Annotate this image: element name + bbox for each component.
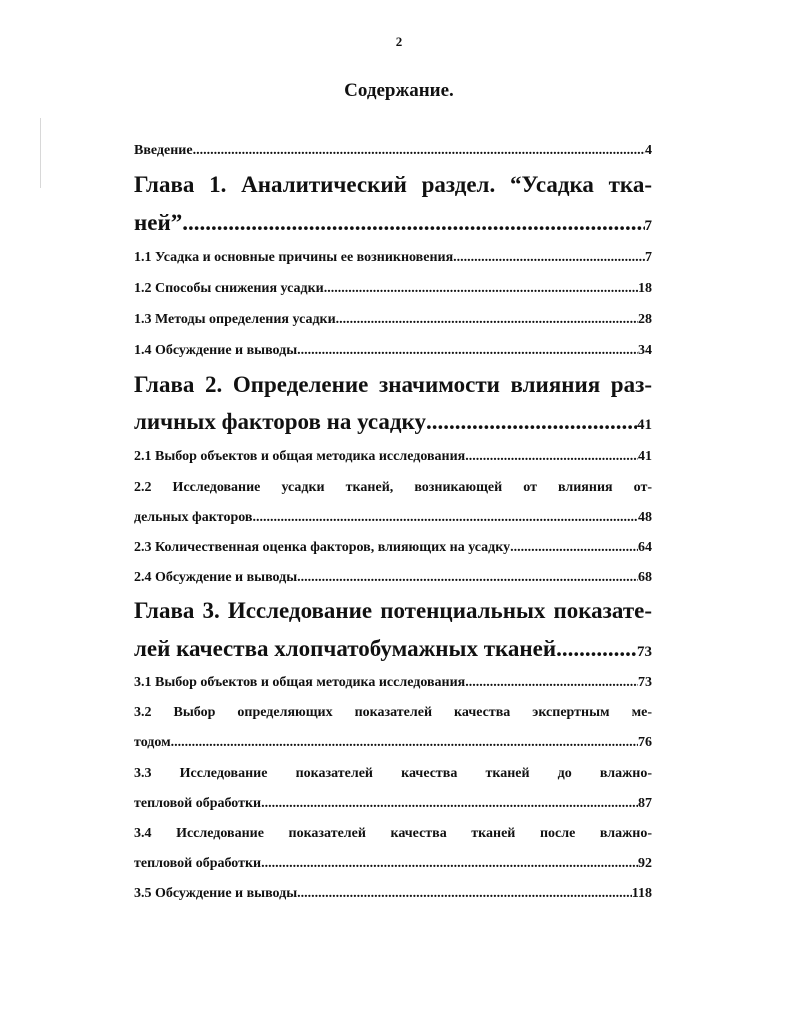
- toc-entry-2-4: [134, 570, 652, 586]
- leader-dots: [261, 856, 638, 872]
- toc-entry-page: 41: [638, 449, 652, 464]
- toc-entry-page: 4: [645, 143, 652, 158]
- scan-edge-mark: [40, 118, 41, 188]
- toc-entry-title: личных факторов на усадку: [134, 409, 426, 434]
- leader-dots: [297, 343, 638, 359]
- toc-entry-title: 1.1 Усадка и основные причины ее возникновения: [134, 250, 454, 265]
- toc-entry-title: 3.1 Выбор объектов и общая методика исследования: [134, 675, 466, 690]
- leader-dots: [465, 449, 638, 465]
- toc-entry-title: тепловой обработки: [134, 796, 262, 811]
- toc-entry-page: 41: [637, 417, 652, 433]
- leader-dots: [336, 312, 638, 328]
- toc-entry-title: 1.2 Способы снижения усадки: [134, 281, 324, 296]
- leader-dots: [193, 143, 645, 159]
- toc-entry-title: 2.3 Количественная оценка факторов, влияющих на усадку: [134, 540, 511, 555]
- toc-entry-title: 1.3 Методы определения усадки: [134, 312, 336, 327]
- toc-entry-page: 92: [638, 856, 652, 871]
- toc-entry-page: 7: [645, 250, 652, 265]
- leader-dots: [465, 675, 638, 691]
- toc-title: Содержание.: [344, 80, 454, 101]
- toc-chapter-1-line2: [134, 210, 652, 236]
- toc-entry-3-2-line1: 3.2 Выбор определяющих показателей качества экспертным ме-: [134, 705, 652, 720]
- toc-entry-intro: [134, 143, 652, 159]
- toc-entry-title: 2.4 Обсуждение и выводы: [134, 570, 298, 585]
- leader-dots: [556, 636, 637, 662]
- toc-entry-page: 87: [638, 796, 652, 811]
- toc-entry-page: 76: [638, 735, 652, 750]
- toc-entry-3-4-line2: [134, 856, 652, 872]
- toc-entry-title: Введение: [134, 143, 193, 158]
- toc-entry-3-2-line2: [134, 735, 652, 751]
- toc-chapter-2-line2: [134, 409, 652, 435]
- leader-dots: [426, 409, 637, 435]
- toc-entry-page: 18: [638, 281, 652, 296]
- toc-entry-page: 73: [637, 644, 652, 660]
- leader-dots: [253, 510, 639, 526]
- toc-entry-title: 2.1 Выбор объектов и общая методика исследования: [134, 449, 466, 464]
- toc-entry-3-3-line2: [134, 796, 652, 812]
- toc-entry-title: тепловой обработки: [134, 856, 262, 871]
- toc-entry-title: 1.4 Обсуждение и выводы: [134, 343, 298, 358]
- toc-entry-2-2-line2: [134, 510, 652, 526]
- toc-entry-page: 64: [638, 540, 652, 555]
- leader-dots: [297, 886, 632, 902]
- page-number: 2: [395, 34, 403, 49]
- toc-entry-title: тодом: [134, 735, 171, 750]
- toc-entry-page: 28: [638, 312, 652, 327]
- leader-dots: [453, 250, 645, 266]
- leader-dots: [297, 570, 638, 586]
- toc-entry-page: 118: [631, 886, 652, 901]
- toc-entry-page: 73: [638, 675, 652, 690]
- leader-dots: [324, 281, 638, 297]
- leader-dots: [182, 210, 644, 236]
- toc-chapter-3-line2: [134, 636, 652, 662]
- toc-entry-1-3: [134, 312, 652, 328]
- toc-entry-3-3-line1: 3.3 Исследование показателей качества тканей до влажно-: [134, 766, 652, 781]
- toc-entry-3-5: [134, 886, 652, 902]
- toc-entry-2-3: [134, 540, 652, 556]
- toc-entry-page: 7: [644, 218, 652, 234]
- leader-dots: [510, 540, 638, 556]
- toc-entry-page: 34: [638, 343, 652, 358]
- toc-chapter-2-line1: Глава 2. Определение значимости влияния раз-: [134, 372, 652, 397]
- toc-entry-page: 68: [638, 570, 652, 585]
- toc-entry-title: лей качества хлопчатобумажных тканей: [134, 636, 557, 661]
- toc-entry-title: 3.5 Обсуждение и выводы: [134, 886, 298, 901]
- toc-entry-title: ней”: [134, 210, 183, 235]
- toc-entry-2-2-line1: 2.2 Исследование усадки тканей, возникающей от влияния от-: [134, 480, 652, 495]
- leader-dots: [261, 796, 638, 812]
- toc-entry-3-1: [134, 675, 652, 691]
- toc-entry-page: 48: [638, 510, 652, 525]
- toc-chapter-1-line1: Глава 1. Аналитический раздел. “Усадка тка-: [134, 172, 652, 197]
- leader-dots: [171, 735, 638, 751]
- toc-entry-3-4-line1: 3.4 Исследование показателей качества тканей после влажно-: [134, 826, 652, 841]
- toc-entry-2-1: [134, 449, 652, 465]
- toc-entry-1-2: [134, 281, 652, 297]
- toc-entry-1-1: [134, 250, 652, 266]
- toc-chapter-3-line1: Глава 3. Исследование потенциальных показате-: [134, 598, 652, 623]
- toc-entry-title: дельных факторов: [134, 510, 253, 525]
- toc-entry-1-4: [134, 343, 652, 359]
